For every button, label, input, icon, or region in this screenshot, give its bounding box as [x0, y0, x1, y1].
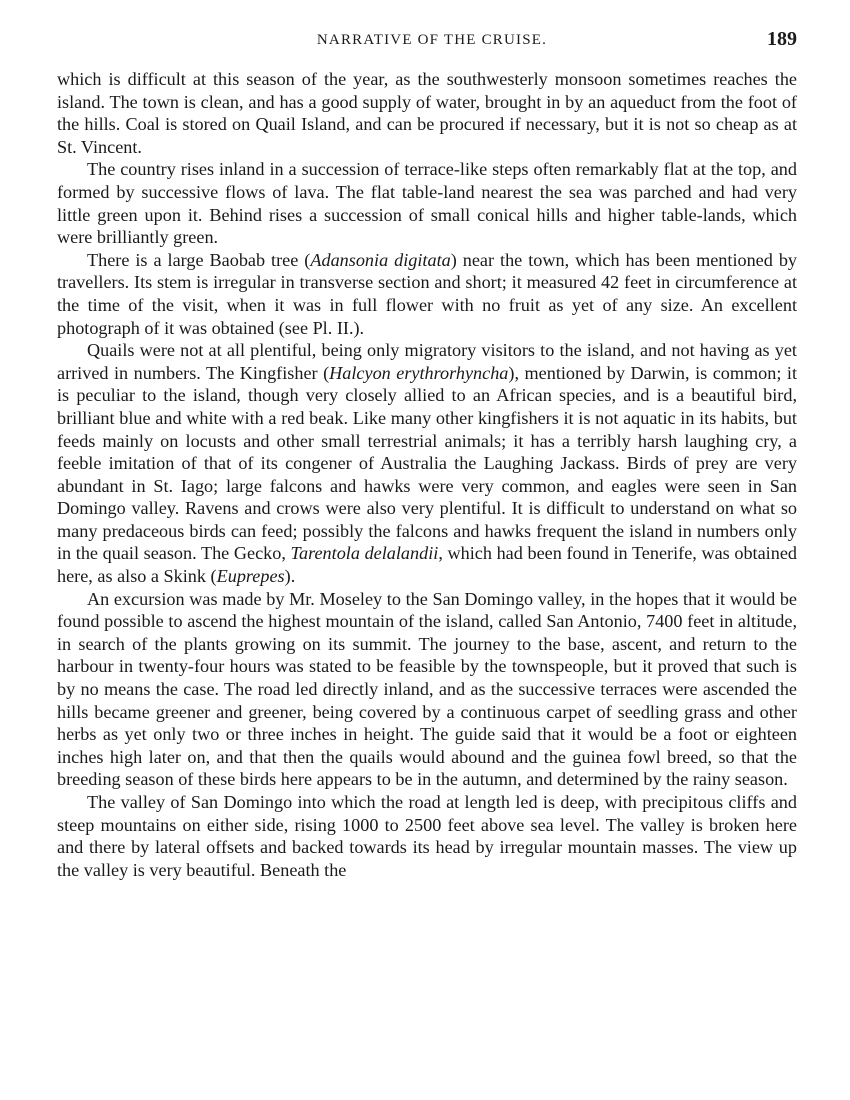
paragraph-2 — [57, 158, 797, 248]
paragraph-3 — [57, 249, 797, 339]
running-head — [57, 28, 797, 54]
species-name: Euprepes — [216, 566, 285, 587]
text-segment: ), mentioned by Darwin, is common; it is peculiar to the island, though very closely allied to an African species, and is a beautiful bird, brilliant blue and white with a red beak. Like many other kingfishers it is not aquatic in its habits, but feeds mainly on locusts and other small terrestrial animals; it has a terribly harsh laughing cry, a feeble imitation of that of its congener of Australia the Laughing Jackass. Birds of prey are very abundant in St. Iago; large falcons and hawks were very common, and eagles were seen in San Domingo valley. Ravens and crows were also very plentiful. It is difficult to understand on what so many predaceous birds can feed; possibly the falcons and hawks frequent the island in numbers only in the quail season. The Gecko, — [57, 362, 798, 564]
species-name: Halcyon erythrorhyncha — [329, 362, 509, 383]
text-segment: ). — [284, 566, 296, 587]
text-segment: Quails were not at all plentiful, being only migratory visitors to the island, and not having as yet arrived in numbers. The Kingfisher ( — [57, 340, 797, 383]
text-segment: The valley of San Domingo into which the road at length led is deep, with precipitous cliffs and steep mountains on either side, rising 1000 to 2500 feet above sea level. The valley is broken here and there by lateral offsets and backed towards its head by irregular mountain masses. The view up the valley is very beautiful. Beneath the — [57, 792, 797, 880]
paragraph-5 — [57, 588, 797, 791]
book-page — [57, 28, 797, 881]
text-segment: An excursion was made by Mr. Moseley to the San Domingo valley, in the hopes that it would be found possible to ascend the highest mountain of the island, called San Antonio, 7400 feet in altitude, in search of the plants growing on its summit. The journey to the base, ascent, and return to the harbour in twenty-four hours was stated to be feasible by the townspeople, but it proved that such is by no means the case. The road led directly inland, and as the successive terraces were ascended the hills became greener and greener, being covered by a continuous carpet of seedling grass and other herbs as yet only two or three inches in height. The guide said that it would be a foot or eighteen inches high later on, and that then the quails would abound and the guinea fowl breed, so that the breeding season of these birds here appears to be in the autumn, and determined by the rainy season. — [57, 588, 797, 790]
running-title: NARRATIVE OF THE CRUISE. — [316, 32, 548, 48]
paragraph-4 — [57, 339, 797, 588]
body-text — [57, 68, 797, 881]
text-segment: which is difficult at this season of the year, as the southwesterly monsoon sometimes reaches the island. The town is clean, and has a good supply of water, brought in by an aqueduct from the foot of the hills. Coal is stored on Quail Island, and can be procured if necessary, but it is not so cheap as at St. Vincent. — [57, 69, 797, 157]
text-segment: , which had been found in Tenerife, was obtained here, as also a Skink ( — [57, 543, 797, 587]
text-segment: ) near the town, which has been mentioned by travellers. Its stem is irregular in transverse section and short; it measured 42 feet in circumference at the time of the visit, when it was in full flower with no fruit as yet of any size. An excellent photograph of it was obtained (see Pl. II.). — [57, 249, 798, 338]
text-segment: There is a large Baobab tree ( — [87, 249, 311, 270]
species-name: Tarentola delalandii — [290, 543, 439, 564]
paragraph-1 — [57, 68, 797, 158]
text-segment: The country rises inland in a succession of terrace-like steps often remarkably flat at the top, and formed by successive flows of lava. The flat table-land nearest the sea was parched and had very little green upon it. Behind rises a succession of small conical hills and higher table-lands, which were brilliantly green. — [57, 159, 797, 248]
species-name: Adansonia digitata — [310, 249, 451, 270]
page-number: 189 — [767, 28, 797, 50]
paragraph-6 — [57, 791, 797, 881]
